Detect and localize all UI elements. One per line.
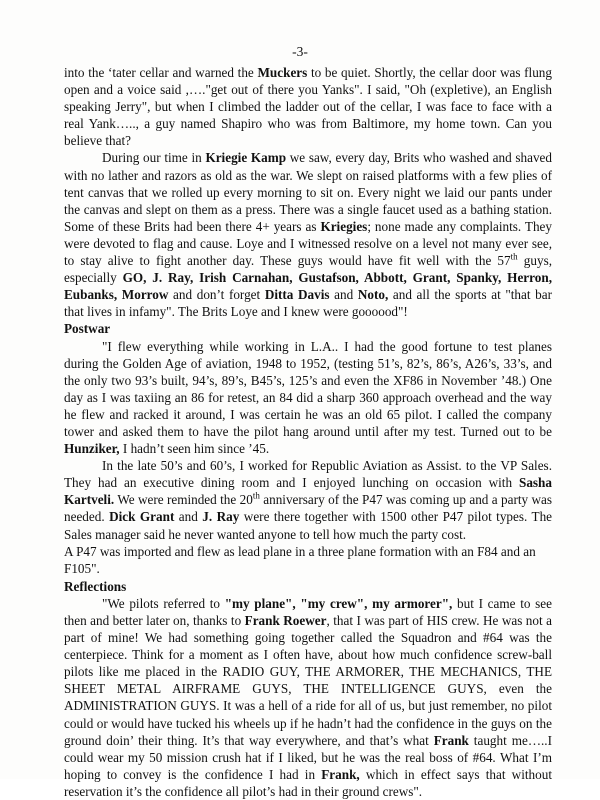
paragraph-kriegie-kamp bbox=[64, 149, 552, 320]
bold-name: Kriegie Kamp bbox=[205, 150, 287, 166]
text-run: which in effect says that without reservation it’s the confidence all pilot’s had in their ground crews". bbox=[64, 766, 552, 799]
bold-name: Hunziker, bbox=[64, 441, 120, 457]
text-run: guys, especially bbox=[64, 253, 552, 286]
page-number: -3- bbox=[292, 44, 308, 59]
text-run: and bbox=[174, 509, 203, 525]
bold-name: Frank bbox=[433, 732, 469, 748]
bold-name: Frank Roewer bbox=[244, 613, 327, 628]
bold-name: Sasha Kartveli. bbox=[64, 475, 552, 508]
bold-name: Dick Grant bbox=[109, 509, 175, 525]
bold-name: Noto, bbox=[357, 287, 389, 303]
superscript: th bbox=[510, 251, 518, 262]
text-run: anniversary of the P47 was coming up and a party was needed. bbox=[64, 492, 552, 525]
text-run: I hadn’t seen him since ’45. bbox=[119, 441, 270, 457]
text-run: to be quiet. Shortly, the cellar door was flung open and a voice said ,…."get out of there you Yanks". I said, "Oh (expletive), an English speaking Jerry", but when I climbed the ladder out of the cellar, I was face to face with a real Yank….., a guy named Shapiro who was from Baltimore, my home town. Can you believe that? bbox=[64, 65, 552, 149]
text-run: into the ‘tater cellar and warned the bbox=[64, 65, 258, 80]
bold-name: GO, J. Ray, Irish Carnahan, Gustafson, Abbott, Grant, Spanky, Herron, Eubanks, Morrow bbox=[64, 270, 552, 303]
bold-name: Ditta Davis bbox=[264, 287, 330, 303]
document-body bbox=[64, 64, 552, 800]
text-run: "I flew everything while working in L.A.. I had the good fortune to test planes during the Golden Age of aviation, 1948 to 1952, (testing 51’s, 82’s, 86’s, A26’s, 33’s, and the only two 93’s built, 94’s, 89’s, B45’s, 125’s and even the XF86 in November ’48.) One day as I was taxiing an 86 for retest, an 84 did a sharp 360 approach overhead and the way he flew and racked it around, I was certain he was an old 65 pilot. I called the company tower and asked them to have the pilot hang around until after my test. Turned out to be bbox=[64, 338, 552, 439]
text-run: and all the sports at "that bar that lives in infamy". The Brits Loye and I knew were goooood"! bbox=[64, 287, 553, 320]
text-run: ; none made any complaints. They were devoted to flag and cause. Loye and I witnessed resolve on a level not many ever see, to stay alive to fight another day. These guys would have fit well with the 57 bbox=[64, 218, 552, 269]
text-run: , that I was part of HIS crew. He was not a part of mine! We had something going together called the Squadron and #64 was the centerpiece. Think for a moment as I often have, about how much confidence screw-ball pilots like me placed in the RADIO GUY, THE ARMORER, THE MECHANICS, THE SHEET METAL AIRFRAME GUYS, THE INTELLIGENCE GUYS, even the ADMINISTRATION GUYS. It was a hell of a ride for all of us, but just remember, no pilot could or would have tucked his wheels up if he hadn’t had the confidence in the guys on the ground doin’ their thing. It’s that way everywhere, and that’s what bbox=[64, 613, 552, 748]
text-run: but I came to see then and better later on, thanks to bbox=[64, 595, 552, 628]
text-run: "We pilots referred to bbox=[102, 595, 225, 611]
text-run: We were reminded the 20 bbox=[114, 492, 253, 508]
bold-name: Muckers bbox=[257, 65, 308, 80]
bold-name: "my plane", "my crew", my armorer", bbox=[224, 595, 453, 611]
text-run: we saw, every day, Brits who washed and shaved with no lather and razors as old as the war. We slept on raised platforms with a few plies of tent canvas that we rolled up every morning to sit on. Every night we laid our pants under the canvas and slept on them as a press. There was a single faucet used as a bathing station. Some of these Brits had been there 4+ years as bbox=[64, 150, 552, 234]
text-run: and bbox=[329, 287, 358, 303]
paragraph-p47-formation: A P47 was imported and flew as lead plane in a three plane formation with an F84 and an F105". bbox=[64, 543, 536, 576]
superscript: th bbox=[252, 490, 260, 501]
bold-name: Frank, bbox=[321, 766, 360, 782]
paragraph-tater-cellar bbox=[64, 64, 552, 149]
text-run: taught me…..I could wear my 50 mission crush hat if I liked, but he was the real boss of #64. What I’m hoping to convey is the confidence I had in bbox=[64, 732, 552, 782]
text-run: were there together with 1500 other P47 pilot types. The Sales manager said he never wanted anyone to tell how much the party cost. bbox=[64, 509, 553, 542]
section-heading-postwar: Postwar bbox=[64, 321, 111, 337]
section-heading-reflections: Reflections bbox=[64, 578, 127, 594]
paragraph-ground-crew bbox=[64, 595, 552, 800]
text-run: In the late 50’s and 60’s, I worked for Republic Aviation as Assist. to the VP Sales. They had an executive dining room and I enjoyed lunching on occasion with bbox=[64, 458, 552, 491]
paragraph-republic-aviation bbox=[64, 457, 552, 542]
text-run: During our time in bbox=[102, 150, 206, 166]
text-run: and don’t forget bbox=[168, 287, 265, 303]
paragraph-test-pilot bbox=[64, 338, 552, 458]
bold-name: Kriegies bbox=[320, 218, 368, 234]
bold-name: J. Ray bbox=[202, 509, 240, 525]
